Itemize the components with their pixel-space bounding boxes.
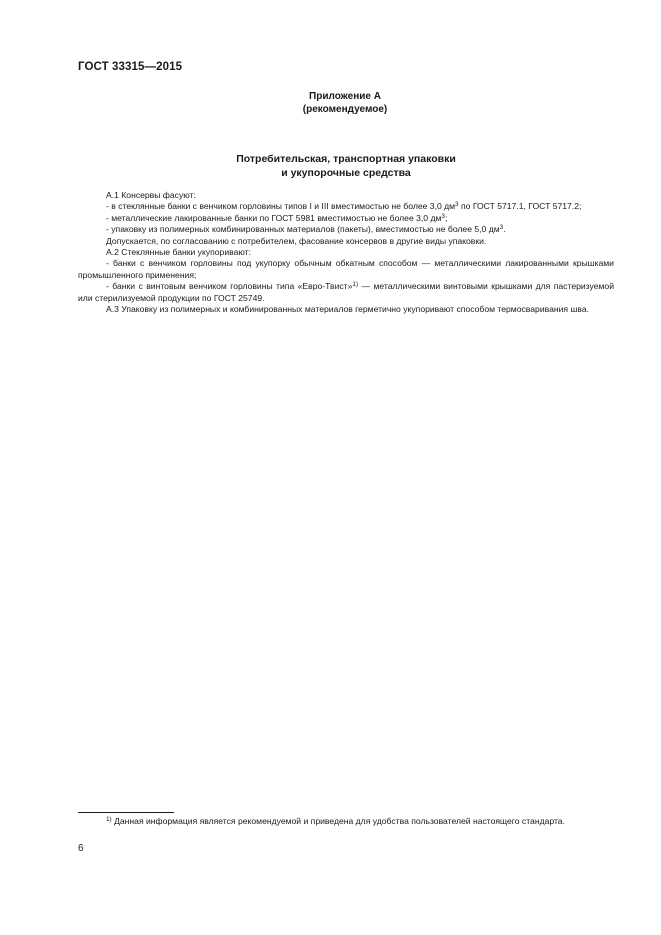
superscript: 3: [499, 224, 504, 232]
footnote: [78, 815, 614, 827]
paragraph-text: - металлические лакированные банки по ГОСТ 5981 вместимостью не более 3,0 дм: [106, 212, 442, 223]
page-number: 6: [78, 843, 84, 854]
footnote-reference: 1): [352, 281, 359, 289]
paragraph-text: по ГОСТ 5717.1, ГОСТ 5717.2;: [458, 201, 582, 212]
body-text: [78, 190, 614, 315]
paragraph-a1: А.1 Консервы фасуют:: [106, 190, 196, 200]
paragraph-text: - упаковку из полимерных комбинированных материалов (пакеты), вместимостью не более 5,0 дм: [106, 224, 500, 235]
superscript: 3: [441, 212, 445, 220]
document-number-header: ГОСТ 33315—2015: [78, 61, 183, 73]
paragraph-text: — металлическими винтовыми крышками для пастеризуемой или стерилизуемой продукции по ГОСТ 25749.: [78, 281, 614, 303]
footnote-text: Данная информация является рекомендуемой и приведена для удобства пользователей настоящего стандарта.: [111, 816, 565, 826]
paragraph-allowance: Допускается, по согласованию с потребителем, фасование консервов в другие виды упаковки.: [106, 235, 487, 246]
paragraph-metal-cans: [78, 213, 614, 224]
appendix-status: (рекомендуемое): [302, 104, 388, 115]
paragraph-text: - банки с винтовым венчиком горловины типа «Евро-Твист»: [106, 281, 353, 292]
footnote-paragraph: [78, 815, 614, 827]
section-title-line-2: и укупорочные средства: [281, 167, 411, 179]
paragraph-glass-jars: [78, 201, 614, 212]
appendix-heading: [250, 90, 440, 116]
paragraph-euro-twist: [78, 281, 614, 304]
section-title: [200, 152, 492, 180]
paragraph-standard-closure: - банки с венчиком горловины под укупорку обычным обкатным способом — металлическими лакированными крышками промышленного применения;: [78, 258, 614, 280]
superscript: 3: [455, 201, 459, 209]
paragraph-text: ;: [444, 212, 448, 223]
appendix-title: Приложение А: [309, 91, 381, 102]
section-title-line-1: Потребительская, транспортная упаковки: [236, 153, 456, 165]
footnote-marker: 1): [106, 816, 112, 823]
footnote-divider: [78, 812, 174, 813]
paragraph-polymer-packs: [78, 224, 614, 235]
paragraph-text: - в стеклянные банки с венчиком горловины типов I и III вместимостью не более 3,0 дм: [106, 201, 456, 212]
paragraph-a2: А.2 Стеклянные банки укупоривают:: [106, 247, 251, 258]
paragraph-a3: А.3 Упаковку из полимерных и комбинированных материалов герметично укупоривают способом термосваривания шва.: [106, 304, 589, 315]
paragraph-text: .: [503, 224, 506, 235]
